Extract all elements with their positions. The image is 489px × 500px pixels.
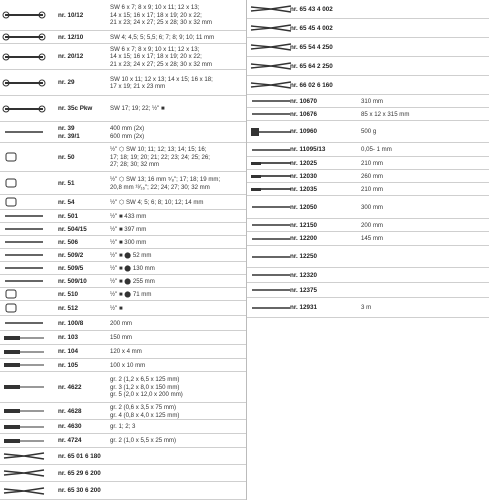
table-row <box>247 76 489 95</box>
table-row <box>0 482 246 500</box>
item-number: nr. 104 <box>58 348 78 355</box>
item-spec: 3 m <box>361 304 372 312</box>
extension-icon <box>2 276 46 286</box>
item-number: nr. 12150 <box>290 221 317 229</box>
table-row <box>247 170 489 183</box>
table-row <box>0 262 246 275</box>
item-spec: 0,05- 1 mm <box>361 146 392 154</box>
item-spec: ½" ■ ⬤ 52 mm <box>110 251 152 259</box>
item-number: nr. 12/10 <box>58 33 84 41</box>
item-spec: 210 mm <box>361 185 384 193</box>
item-number: nr. 509/5 <box>58 264 84 272</box>
item-number: nr. 12025 <box>290 159 317 167</box>
ratchet-icon <box>2 318 46 328</box>
item-number: nr. 100/8 <box>58 319 84 327</box>
table-row <box>0 420 246 434</box>
item-spec: 300 mm <box>361 203 384 211</box>
measuring-tape-icon <box>249 303 293 313</box>
item-number: nr. 509/2 <box>58 251 84 259</box>
item-spec: gr. 3 (1,2 x 8,0 x 150 mm) <box>110 383 180 391</box>
table-row <box>0 223 246 236</box>
table-row <box>247 95 489 108</box>
table-row <box>0 359 246 372</box>
item-spec: 14 x 15; 16 x 17; 18 x 19; 20 x 22; <box>110 53 202 61</box>
item-number: nr. 12320 <box>290 271 317 279</box>
file-icon <box>249 171 293 181</box>
item-spec: 145 mm <box>361 235 384 243</box>
item-number: nr. 65 01 6 180 <box>58 452 101 460</box>
screwdriver-icon <box>2 360 46 370</box>
item-spec: 14 x 15; 16 x 17; 18 x 19; 20 x 22; <box>110 11 202 19</box>
side-cutter-icon <box>249 80 293 90</box>
bent-nose-pliers-icon <box>2 486 46 496</box>
table-row <box>0 210 246 223</box>
item-spec: 500 g <box>361 128 377 136</box>
chisel-icon <box>249 109 293 119</box>
item-spec: SW 17; 19; 22; ½" ■ <box>110 105 165 113</box>
item-number: nr. 506 <box>58 238 78 246</box>
item-spec: gr. 2 (0,6 x 3,5 x 75 mm) <box>110 404 177 412</box>
item-number: nr. 10960 <box>290 128 317 135</box>
table-row <box>0 44 246 70</box>
item-number: nr. 501 <box>58 212 78 220</box>
table-row <box>0 331 246 345</box>
item-number: nr. 50 <box>58 153 75 161</box>
knife-icon <box>249 234 293 244</box>
table-row <box>247 121 489 143</box>
item-spec: SW 6 x 7; 8 x 9; 10 x 11; 12 x 13; <box>110 45 200 53</box>
item-number: nr. 66 02 6 160 <box>290 81 333 89</box>
item-spec: 27; 28; 30; 32 mm <box>110 161 160 169</box>
sliding-t-bar-icon <box>2 224 46 234</box>
item-spec: 200 mm <box>361 221 384 229</box>
item-number: nr. 4630 <box>58 423 82 430</box>
item-spec: ½" ⬡ SW 10; 11; 12; 13; 14; 15; 16; <box>110 146 207 154</box>
table-row <box>247 0 489 19</box>
double-open-end-wrench-icon <box>2 10 46 20</box>
table-row <box>0 372 246 403</box>
item-number: nr. 39 <box>58 124 75 132</box>
table-row <box>0 96 246 122</box>
wrench-icon <box>2 32 46 42</box>
screwdriver-icon <box>2 347 46 357</box>
item-spec: ½" ■ ⬤ 255 mm <box>110 277 155 285</box>
table-row <box>0 434 246 448</box>
item-spec: gr. 2 (1,0 x 5,5 x 25 mm) <box>110 437 177 445</box>
table-row <box>247 157 489 170</box>
item-spec: ½" ■ 433 mm <box>110 212 147 220</box>
table-row <box>0 31 246 44</box>
item-number: nr. 54 <box>58 198 75 206</box>
hammer-icon <box>249 127 293 137</box>
table-row <box>0 403 246 420</box>
item-spec: 21 x 23; 24 x 27; 25 x 28; 30 x 32 mm <box>110 60 212 68</box>
table-row <box>247 38 489 57</box>
item-number: nr. 504/15 <box>58 225 87 233</box>
deep-socket-icon <box>2 178 46 188</box>
item-spec: 17; 18; 19; 20; 21; 22; 23; 24; 25; 26; <box>110 153 210 161</box>
adapter-icon <box>2 303 46 313</box>
item-number: nr. 29 <box>58 79 75 86</box>
file-icon <box>249 158 293 168</box>
item-number: nr. 65 45 4 002 <box>290 24 333 32</box>
magnet-icon <box>249 270 293 280</box>
table-row <box>247 268 489 283</box>
table-row <box>247 283 489 298</box>
punch-icon <box>249 96 293 106</box>
item-spec: 100 x 10 mm <box>110 361 146 369</box>
item-number: nr. 65 30 6 200 <box>58 487 101 494</box>
item-spec: gr. 1; 2; 3 <box>110 423 136 431</box>
electronics-screwdriver-icon <box>2 406 46 416</box>
table-row <box>247 232 489 246</box>
item-number: nr. 65 29 6 200 <box>58 469 101 477</box>
item-number: nr. 10/12 <box>58 11 84 19</box>
screwdriver-icon <box>2 333 46 343</box>
tape-measure-icon <box>249 285 293 295</box>
item-number: nr. 11095/13 <box>290 146 326 153</box>
locking-pliers-icon <box>249 61 293 71</box>
table-row <box>0 288 246 301</box>
item-spec: gr. 4 (0,8 x 4,0 x 125 mm) <box>110 411 180 419</box>
item-spec: SW 6 x 7; 8 x 9; 10 x 11; 12 x 13; <box>110 4 200 12</box>
item-number: nr. 65 43 4 002 <box>290 5 333 13</box>
table-row <box>0 275 246 288</box>
table-row <box>0 448 246 465</box>
item-number: nr. 65 64 2 250 <box>290 62 333 70</box>
table-row <box>0 195 246 210</box>
combination-pliers-icon <box>2 451 46 461</box>
table-row <box>247 196 489 219</box>
item-number: nr. 10676 <box>290 110 317 118</box>
item-spec: ½" ■ 397 mm <box>110 225 147 233</box>
table-row <box>247 219 489 232</box>
table-row <box>247 246 489 268</box>
table-row <box>0 316 246 331</box>
feeler-gauge-icon <box>249 145 293 155</box>
item-number: nr. 12035 <box>290 185 317 193</box>
item-number: nr. 512 <box>58 304 78 312</box>
phillips-screwdriver-icon <box>2 422 46 432</box>
scissors-icon <box>249 220 293 230</box>
item-number: nr. 10670 <box>290 97 317 105</box>
extension-bar-icon <box>2 237 46 247</box>
stubby-screwdriver-icon <box>2 436 46 446</box>
item-spec: ½" ■ 300 mm <box>110 238 147 246</box>
item-spec: gr. 2 (1,2 x 6,5 x 125 mm) <box>110 376 180 384</box>
item-spec: 20,8 mm ¹³⁄₁₆"; 22; 24; 27; 30; 32 mm <box>110 183 210 191</box>
table-row <box>247 57 489 76</box>
table-row <box>0 345 246 359</box>
double-ring-wrench-icon <box>2 52 46 62</box>
universal-joint-icon <box>2 289 46 299</box>
circlip-pliers-icon <box>249 23 293 33</box>
socket-icon <box>2 152 46 162</box>
item-number: nr. 510 <box>58 290 78 298</box>
item-number: nr. 51 <box>58 179 75 187</box>
item-spec: ½" ⬡ SW 13; 16 mm ⁵⁄₈"; 17; 18; 19 mm; <box>110 176 221 184</box>
item-spec: 150 mm <box>110 334 133 342</box>
item-number: nr. 4724 <box>58 437 82 444</box>
wire-brush-icon <box>249 252 293 262</box>
item-spec: 200 mm <box>110 319 133 327</box>
tire-lever-icon <box>2 127 46 137</box>
item-number: nr. 12200 <box>290 235 317 242</box>
item-spec: 210 mm <box>361 159 384 167</box>
table-row <box>0 0 246 31</box>
item-number: nr. 4622 <box>58 383 82 391</box>
item-spec: ½" ■ ⬤ 71 mm <box>110 290 152 298</box>
table-row <box>247 183 489 196</box>
water-pump-pliers-icon <box>249 42 293 52</box>
table-row <box>0 236 246 249</box>
item-spec: ½" ⬡ SW 4; 5; 6; 8; 10; 12; 14 mm <box>110 198 204 206</box>
table-row <box>0 301 246 316</box>
item-spec: 600 mm (2x) <box>110 132 145 140</box>
table-row <box>0 249 246 262</box>
circlip-pliers-icon <box>249 4 293 14</box>
file-icon <box>249 184 293 194</box>
bit-socket-icon <box>2 197 46 207</box>
slotted-screwdriver-icon <box>2 382 46 392</box>
item-number: nr. 12050 <box>290 203 317 211</box>
extension-icon <box>2 250 46 260</box>
item-number: nr. 105 <box>58 361 78 369</box>
table-row <box>0 465 246 482</box>
item-number: nr. 4628 <box>58 407 82 415</box>
cross-wrench-icon <box>2 104 46 114</box>
item-number: nr. 509/10 <box>58 277 87 285</box>
item-spec: 17 x 19; 21 x 23 mm <box>110 83 166 90</box>
item-number: nr. 35c Pkw <box>58 105 93 112</box>
extension-icon <box>2 263 46 273</box>
item-number: nr. 12931 <box>290 304 317 311</box>
item-number: nr. 12030 <box>290 172 317 180</box>
long-nose-pliers-icon <box>2 468 46 478</box>
hacksaw-icon <box>249 202 293 212</box>
item-spec: gr. 5 (2,0 x 12,0 x 200 mm) <box>110 391 183 399</box>
item-spec: SW 4; 4,5; 5; 5,5; 6; 7; 8; 9; 10; 11 mm <box>110 33 215 41</box>
item-spec: ½" ■ <box>110 304 123 312</box>
table-row <box>247 19 489 38</box>
item-spec: 120 x 4 mm <box>110 348 142 356</box>
item-spec: 260 mm <box>361 172 384 180</box>
item-number: nr. 65 54 4 250 <box>290 43 333 51</box>
item-number: nr. 12250 <box>290 253 317 260</box>
item-spec: 310 mm <box>361 97 384 105</box>
item-spec: 85 x 12 x 315 mm <box>361 110 410 118</box>
item-spec: SW 10 x 11; 12 x 13; 14 x 15; 16 x 18; <box>110 75 213 83</box>
table-row <box>0 143 246 172</box>
item-spec: 21 x 23; 24 x 27; 25 x 28; 30 x 32 mm <box>110 19 212 27</box>
table-row <box>247 298 489 318</box>
table-row <box>0 122 246 143</box>
item-spec: 400 mm (2x) <box>110 125 145 133</box>
item-spec: ½" ■ ⬤ 130 mm <box>110 264 155 272</box>
hinged-handle-icon <box>2 211 46 221</box>
item-number: nr. 103 <box>58 334 78 341</box>
table-row <box>247 143 489 157</box>
table-row <box>0 70 246 96</box>
table-row <box>247 108 489 121</box>
item-number: nr. 20/12 <box>58 53 84 60</box>
item-number: nr. 12375 <box>290 286 317 294</box>
item-number-2: nr. 39/1 <box>58 132 80 140</box>
table-row <box>0 172 246 195</box>
ring-wrench-icon <box>2 78 46 88</box>
